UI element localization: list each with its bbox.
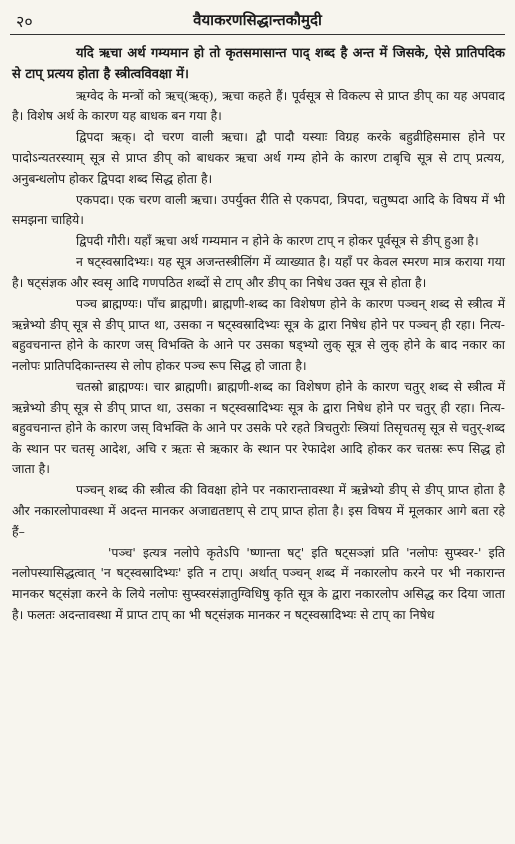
page-body [12, 44, 505, 626]
paragraph: न षट्स्वस्रादिभ्यः। यह सूत्र अजन्तस्त्रीलिंग में व्याख्यात है। यहाँ पर केवल स्मरण मात्र कराया गया है। षट्संज्ञक और स्वसृ आदि गणपठित शब्दों से टाप् और ङीप् का निषेध उक्त सूत्र से होता है। [12, 254, 505, 291]
paragraph: पञ्च ब्राह्मण्यः। पाँच ब्राह्मणी। ब्राह्मणी-शब्द का विशेषण होने के कारण पञ्चन् शब्द से स्त्रीत्व में ऋन्नेभ्यो ङीप् सूत्र से ङीप् प्राप्त था, उसका न षट्स्वस्रादिभ्यः सूत्र के द्वारा निषेध होने पर पञ्चन् ही रहा। नित्य-बहुवचनान्त होने के कारण जस् विभक्ति के आने पर उसका षड्भ्यो लुक् सूत्र से लुक् होने के बाद नकार का नलोपः प्रातिपदिकान्तस्य से लोप होकर पञ्च रूप सिद्ध हो जाता है। [12, 296, 505, 373]
paragraph: एकपदा। एक चरण वाली ऋचा। उपर्युक्त रीति से एकपदा, त्रिपदा, चतुष्पदा आदि के विषय में भी समझना चाहिये। [12, 191, 505, 228]
paragraph: चतस्रो ब्राह्मण्यः। चार ब्राह्मणी। ब्राह्मणी-शब्द का विशेषण होने के कारण चतुर् शब्द से स्त्रीत्व में ऋन्नेभ्यो ङीप् सूत्र से ङीप् प्राप्त था, उसका न षट्स्वस्रादिभ्यः सूत्र के द्वारा निषेध होने पर चतुर् ही रहा। नित्य-बहुवचनान्त होने के कारण जस् विभक्ति के आने पर उसके परे रहते त्रिचतुरोः स्त्रियां तिसृचतसृ सूत्र से चतुर्-शब्द के स्थान पर चतसृ आदेश, अचि र ऋतः से ऋकार के स्थान पर रेफादेश आदि होकर कर चतस्रः रूप सिद्ध हो जाता है। [12, 379, 505, 477]
paragraph: पञ्चन् शब्द की स्त्रीत्व की विवक्षा होने पर नकारान्तावस्था में ऋन्नेभ्यो ङीप् से ङीप् प्राप्त होता है और नकारलोपावस्था में अदन्त मानकर अजाद्यतष्टाप् से टाप् प्राप्त होता है। इस विषय में मूलकार आगे बता रहे हैं– [12, 482, 505, 539]
paragraph: ऋग्वेद के मन्त्रों को ऋच्(ऋक्), ऋचा कहते हैं। पूर्वसूत्र से विकल्प से प्राप्त ङीप् का यह अपवाद है। विशेष अर्थ के कारण यह बाधक बन गया है। [12, 87, 505, 124]
page-header [10, 6, 505, 35]
page-number: २० [16, 12, 33, 31]
commentary-paragraph: 'पञ्च' इत्यत्र नलोपे कृतेऽपि 'ष्णान्ता षट्' इति षट्सञ्ज्ञां प्रति 'नलोपः सुप्स्वर-' इति नलोपस्यासिद्धत्वात् 'न षट्स्वस्रादिभ्यः' इति न टाप्। अर्थात् पञ्चन् शब्द में नकारलोप करने पर भी नकारान्त मानकर षट्संज्ञा करने के लिये नलोपः सुप्स्वरसंज्ञातुग्विधिषु कृति सूत्र के द्वारा नकारलोप असिद्ध कर दिया जाता है। फलतः अदन्तावस्था में प्राप्त टाप् का भी षट्संज्ञक मानकर न षट्स्वस्रादिभ्यः से टाप् का निषेध [12, 544, 505, 622]
sutra-explanation: यदि ऋचा अर्थ गम्यमान हो तो कृतसमासान्त पाद् शब्द है अन्त में जिसके, ऐसे प्रातिपदिक से टाप् प्रत्यय होता है स्त्रीत्वविवक्षा में। [12, 46, 505, 82]
page-title: वैयाकरणसिद्धान्तकौमुदी [193, 11, 322, 29]
paragraph: द्विपदी गौरी। यहाँ ऋचा अर्थ गम्यमान न होने के कारण टाप् न होकर पूर्वसूत्र से ङीप् हुआ है। [76, 233, 479, 249]
paragraph: द्विपदा ऋक्। दो चरण वाली ऋचा। द्वौ पादौ यस्याः विग्रह करके बहुव्रीहिसमास होने पर पादोऽन्यतरस्याम् सूत्र से प्राप्त ङीप् को बाधकर ऋचा अर्थ गम्य होने के कारण टाबृचि सूत्र से टाप् प्रत्यय, अनुबन्धलोप होकर द्विपदा शब्द सिद्ध होता है। [12, 129, 505, 186]
